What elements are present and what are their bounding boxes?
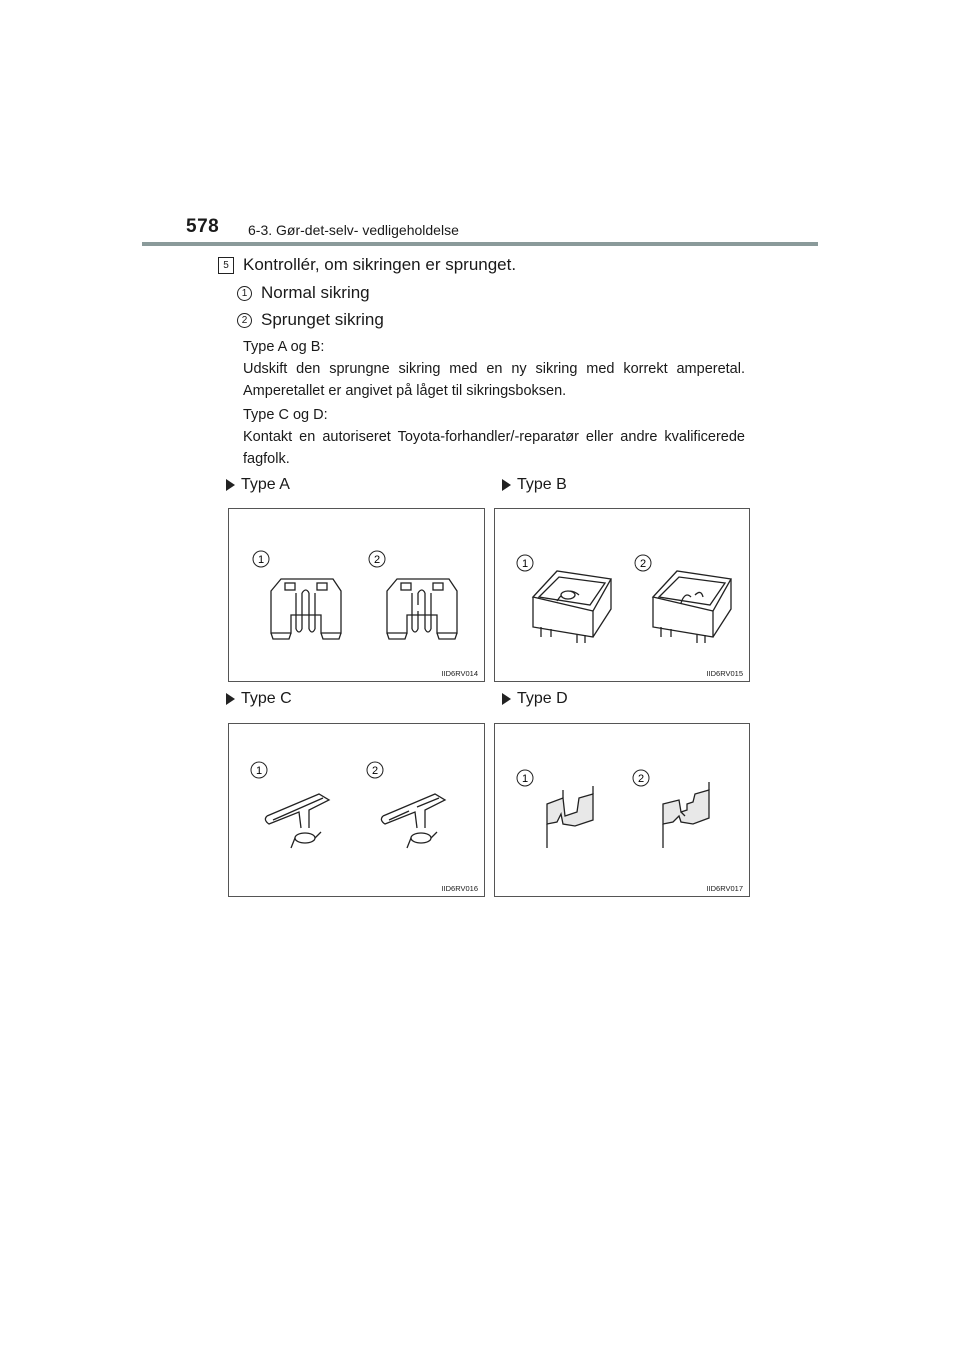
fuse-type-c-illustration [229, 724, 484, 896]
fuse-type-a-illustration [229, 509, 484, 681]
svg-text:1: 1 [521, 773, 529, 785]
figure-type-c [228, 723, 485, 897]
item-number-badge: 2 [237, 313, 252, 328]
item-number-badge: 1 [237, 286, 252, 301]
item-text: Normal sikring [261, 283, 370, 302]
item-blown-fuse [237, 310, 384, 330]
svg-text:2: 2 [639, 558, 647, 570]
note-type-a-b [243, 336, 745, 402]
figure-code: IID6RV014 [441, 669, 478, 678]
page-number: 578 [186, 216, 220, 237]
svg-text:2: 2 [373, 554, 381, 566]
triangle-bullet-icon [226, 693, 235, 705]
note-line: fagfolk. [243, 451, 290, 467]
section-title: 6-3. Gør-det-selv- vedligeholdelse [248, 222, 459, 238]
triangle-bullet-icon [502, 693, 511, 705]
note-line: Amperetallet er angivet på låget til sikringsboksen. [243, 383, 567, 399]
item-normal-fuse [237, 283, 370, 303]
figure-type-b [494, 508, 750, 682]
svg-text:1: 1 [521, 558, 529, 570]
step-text: Kontrollér, om sikringen er sprunget. [243, 255, 517, 274]
figure-title-type-c: Type C [226, 690, 292, 708]
svg-text:2: 2 [637, 773, 645, 785]
triangle-bullet-icon [502, 479, 511, 491]
header-rule [142, 242, 818, 246]
figure-code: IID6RV015 [706, 669, 743, 678]
figure-type-d [494, 723, 750, 897]
fuse-type-d-illustration [495, 724, 749, 896]
note-heading: Type A og B: [243, 339, 325, 355]
step-row [218, 255, 516, 275]
figure-title-type-b: Type B [502, 476, 567, 494]
note-heading: Type C og D: [243, 407, 328, 423]
figure-title-type-d: Type D [502, 690, 568, 708]
figure-code: IID6RV016 [441, 884, 478, 893]
figure-code: IID6RV017 [706, 884, 743, 893]
figure-type-a [228, 508, 485, 682]
figure-title-type-a: Type A [226, 476, 290, 494]
item-text: Sprunget sikring [261, 310, 384, 329]
note-line: Udskift den sprungne sikring med en ny sikring med korrekt amperetal. [243, 361, 745, 377]
step-number-badge: 5 [218, 257, 234, 274]
triangle-bullet-icon [226, 479, 235, 491]
note-type-c-d [243, 404, 745, 470]
svg-text:2: 2 [371, 765, 379, 777]
note-line: Kontakt en autoriseret Toyota-forhandler/-reparatør eller andre kvalificerede [243, 429, 745, 445]
fuse-type-b-illustration [495, 509, 749, 681]
svg-text:1: 1 [257, 554, 265, 566]
svg-text:1: 1 [255, 765, 263, 777]
